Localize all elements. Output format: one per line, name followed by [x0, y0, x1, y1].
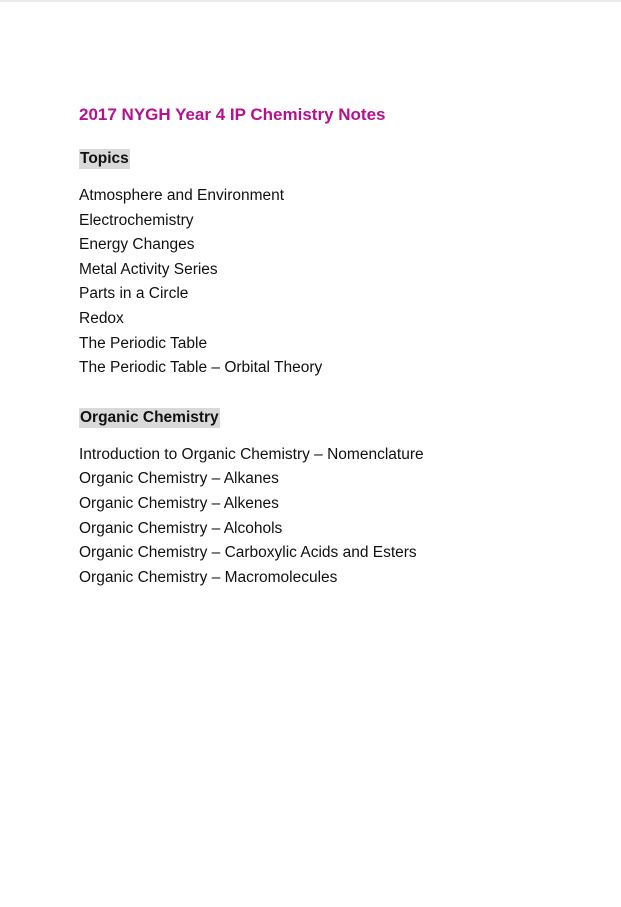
topics-list: [79, 184, 601, 381]
topic-item: Redox: [79, 309, 124, 327]
organic-topic-item: Organic Chemistry – Alkenes: [79, 494, 279, 512]
section-heading-organic-chemistry: Organic Chemistry: [80, 408, 219, 426]
organic-chemistry-list: [79, 443, 601, 591]
topic-item: The Periodic Table – Orbital Theory: [79, 359, 323, 377]
document-title: 2017 NYGH Year 4 IP Chemistry Notes: [79, 105, 386, 124]
topic-item: Electrochemistry: [79, 211, 194, 229]
topic-item: The Periodic Table: [79, 334, 208, 352]
organic-topic-item: Organic Chemistry – Alcohols: [79, 519, 283, 537]
organic-topic-item: Organic Chemistry – Macromolecules: [79, 568, 338, 586]
section-heading-topics: Topics: [80, 150, 129, 167]
topic-item: Parts in a Circle: [79, 285, 189, 303]
organic-topic-item: Organic Chemistry – Alkanes: [79, 470, 279, 488]
topic-item: Atmosphere and Environment: [79, 187, 285, 204]
organic-topic-item: Introduction to Organic Chemistry – Nomenclature: [79, 445, 424, 463]
topic-item: Energy Changes: [79, 236, 195, 254]
page-top-divider: [0, 0, 621, 2]
topic-item: Metal Activity Series: [79, 260, 218, 278]
organic-topic-item: Organic Chemistry – Carboxylic Acids and Esters: [79, 544, 417, 562]
document-page: [79, 103, 601, 590]
